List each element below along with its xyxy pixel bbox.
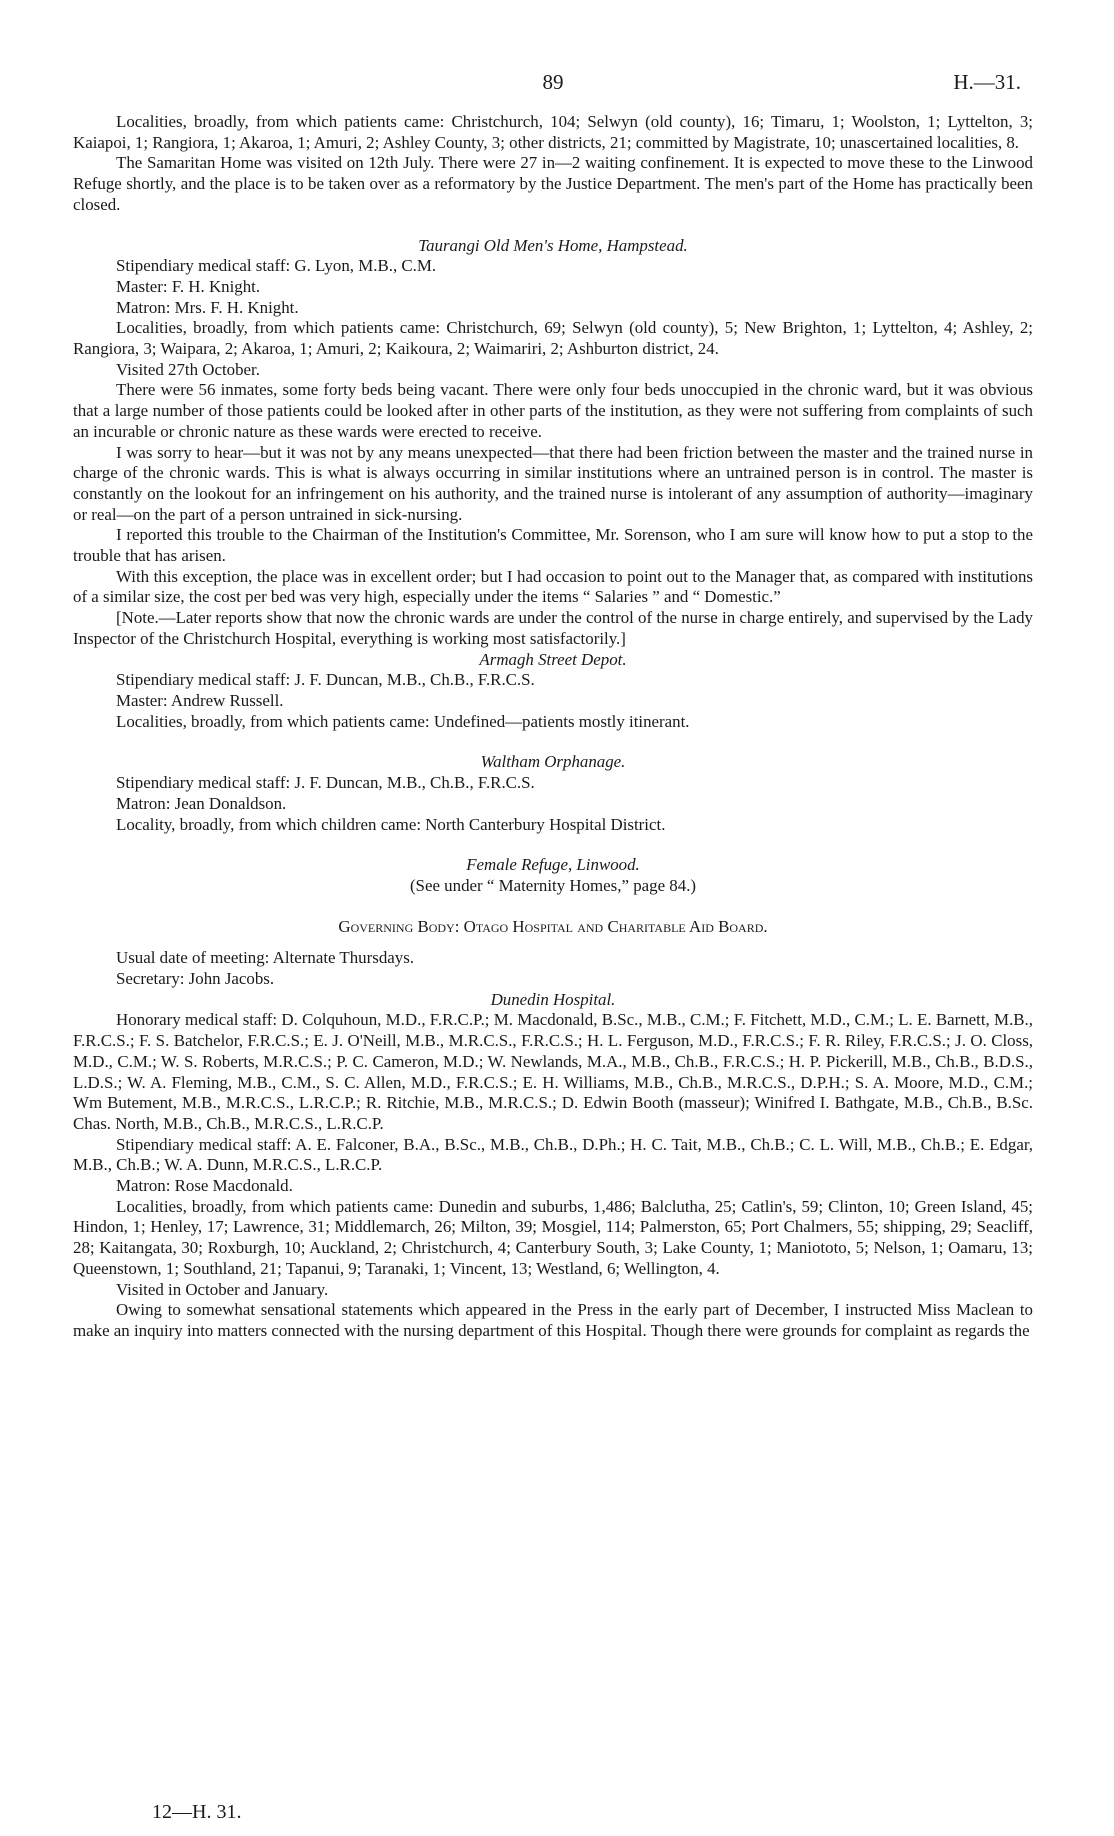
paragraph: Secretary: John Jacobs. xyxy=(116,969,275,989)
paragraph: Owing to somewhat sensational statements which appeared in the Press in the early part of December, I instructed Miss Maclean to make an inquiry into matters connected with the nursing department of this Hospital. Though there were grounds for complaint as regards the xyxy=(73,1300,1033,1340)
paragraph: Master: F. H. Knight. xyxy=(116,276,261,296)
spacer xyxy=(73,835,1033,855)
paragraph: I was sorry to hear—but it was not by any means unexpected—that there had been friction between the master and the trained nurse in charge of the chronic wards. This is what is always occurring in similar institutions where an untrained person is in control. The master is constantly on the lookout for an infringement on his authority, and the trained nurse is intolerant of any assumption of authority—imaginary or real—on the part of a person untrained in sick-nursing. xyxy=(73,442,1033,524)
signature-mark: 12—H. 31. xyxy=(152,1801,242,1823)
section-heading: Waltham Orphanage. xyxy=(480,752,626,772)
paragraph: Honorary medical staff: D. Colquhoun, M.D., F.R.C.P.; M. Macdonald, B.Sc., M.B., C.M.; F. Fitchett, M.D., C.M.; L. E. Barnett, M.B., F.R.C.S.; F. S. Batchelor, F.R.C.S.; E. J. O'Neill, M.B., M.R.C.S., F.R.C.S.; H. L. Ferguson, M.D., F.R.C.S.; F. R. Riley, F.R.C.S.; J. O. Closs, M.D., C.M.; W. S. Roberts, M.R.C.S.; P. C. Cameron, M.D.; W. Newlands, M.A., M.B., Ch.B., F.R.C.S.; H. P. Pickerill, M.B., Ch.B., B.D.S., L.D.S.; W. A. Fleming, M.B., C.M., S. C. Allen, M.D., F.R.C.S.; E. H. Williams, M.B., Ch.B., M.R.C.S., D.P.H.; S. A. Moore, M.D., C.M.; Wm Butement, M.B., M.R.C.S., L.R.C.P.; R. Ritchie, M.B., M.R.C.S.; D. Edwin Booth (masseur); Winifred I. Bathgate, M.B., Ch.B., B.Sc. Chas. North, M.B., Ch.B., M.R.C.S., L.R.C.P. xyxy=(73,1010,1033,1133)
paragraph: Matron: Jean Donaldson. xyxy=(116,793,287,813)
paragraph: Localities, broadly, from which patients came: Undefined—patients mostly itinerant. xyxy=(116,711,690,731)
spacer xyxy=(73,732,1033,752)
section-heading: Armagh Street Depot. xyxy=(479,649,627,669)
paragraph: Stipendiary medical staff: A. E. Falconer, B.A., B.Sc., M.B., Ch.B., D.Ph.; H. C. Tait, M.B., Ch.B.; C. L. Will, M.B., Ch.B.; E. Edgar, M.B., Ch.B.; W. A. Dunn, M.R.C.S., L.R.C.P. xyxy=(73,1134,1033,1175)
paragraph: With this exception, the place was in excellent order; but I had occasion to point out to the Manager that, as compared with institutions of a similar size, the cost per bed was very high, especially under the items “ Salaries ” and “ Domestic.” xyxy=(73,566,1033,607)
spacer xyxy=(73,897,1033,917)
paragraph: Master: Andrew Russell. xyxy=(116,690,284,710)
governing-body-heading: Governing Body: Otago Hospital and Charitable Aid Board. xyxy=(338,916,768,936)
spacer xyxy=(73,937,1033,948)
paragraph: Visited in October and January. xyxy=(116,1279,329,1299)
paragraph: Stipendiary medical staff: J. F. Duncan, M.B., Ch.B., F.R.C.S. xyxy=(116,670,535,690)
paragraph: I reported this trouble to the Chairman of the Institution's Committee, Mr. Sorenson, who I am sure will know how to put a stop to the trouble that has arisen. xyxy=(73,525,1033,566)
paragraph: Stipendiary medical staff: J. F. Duncan, M.B., Ch.B., F.R.C.S. xyxy=(116,773,535,793)
section-heading: Female Refuge, Linwood. xyxy=(466,855,640,875)
spacer xyxy=(73,216,1033,236)
paragraph: Locality, broadly, from which children came: North Canterbury Hospital District. xyxy=(116,814,666,834)
paragraph: Stipendiary medical staff: G. Lyon, M.B., C.M. xyxy=(116,256,437,276)
paragraph: The Samaritan Home was visited on 12th July. There were 27 in—2 waiting confinement. It is expected to move these to the Linwood Refuge shortly, and the place is to be taken over as a reformatory by the Justice Department. The men's part of the Home has practically been closed. xyxy=(73,153,1033,214)
paragraph: Localities, broadly, from which patients came: Christchurch, 69; Selwyn (old county), 5; New Brighton, 1; Lyttelton, 4; Ashley, 2; Rangiora, 3; Waipara, 2; Akaroa, 1; Amuri, 2; Kaikoura, 2; Waimariri, 2; Ashburton district, 24. xyxy=(73,318,1033,359)
paragraph: Matron: Mrs. F. H. Knight. xyxy=(116,297,299,317)
body-text xyxy=(73,112,1033,1342)
paragraph: There were 56 inmates, some forty beds being vacant. There were only four beds unoccupied in the chronic ward, but it was obvious that a large number of those patients could be looked after in other parts of the institution, as they were not suffering from complaints of such an incurable or chronic nature as these wards were erected to receive. xyxy=(73,380,1033,441)
paragraph: Localities, broadly, from which patients came: Dunedin and suburbs, 1,486; Balclutha, 25; Catlin's, 59; Clinton, 10; Green Island, 45; Hindon, 1; Henley, 17; Lawrence, 31; Middlemarch, 26; Milton, 39; Mosgiel, 114; Palmerston, 65; Port Chalmers, 55; shipping, 29; Seacliff, 28; Kaitangata, 30; Roxburgh, 10; Auckland, 2; Christchurch, 4; Canterbury South, 3; Lake County, 1; Maniototo, 5; Nelson, 1; Oamaru, 13; Queenstown, 1; Southland, 21; Tapanui, 9; Taranaki, 1; Vincent, 13; Westland, 6; Wellington, 4. xyxy=(73,1196,1033,1278)
paragraph: Usual date of meeting: Alternate Thursdays. xyxy=(116,948,415,968)
paragraph: Localities, broadly, from which patients came: Christchurch, 104; Selwyn (old county), 16; Timaru, 1; Woolston, 1; Lyttelton, 3; Kaiapoi, 1; Rangiora, 1; Akaroa, 1; Amuri, 2; Ashley County, 3; other districts, 21; committed by Magistrate, 10; unascertained localities, 8. xyxy=(73,112,1033,152)
section-heading: Dunedin Hospital. xyxy=(490,989,616,1009)
page-number: 89 xyxy=(542,70,564,94)
paragraph: [Note.—Later reports show that now the chronic wards are under the control of the nurse in charge entirely, and supervised by the Lady Inspector of the Christchurch Hospital, everything is working most satisfactorily.] xyxy=(73,608,1033,648)
centered-note: (See under “ Maternity Homes,” page 84.) xyxy=(409,875,697,895)
paragraph: Matron: Rose Macdonald. xyxy=(116,1176,293,1196)
paragraph: Visited 27th October. xyxy=(116,359,260,379)
section-heading: Taurangi Old Men's Home, Hampstead. xyxy=(418,235,688,255)
series-number: H.—31. xyxy=(953,70,1021,94)
page-header xyxy=(73,70,1033,100)
